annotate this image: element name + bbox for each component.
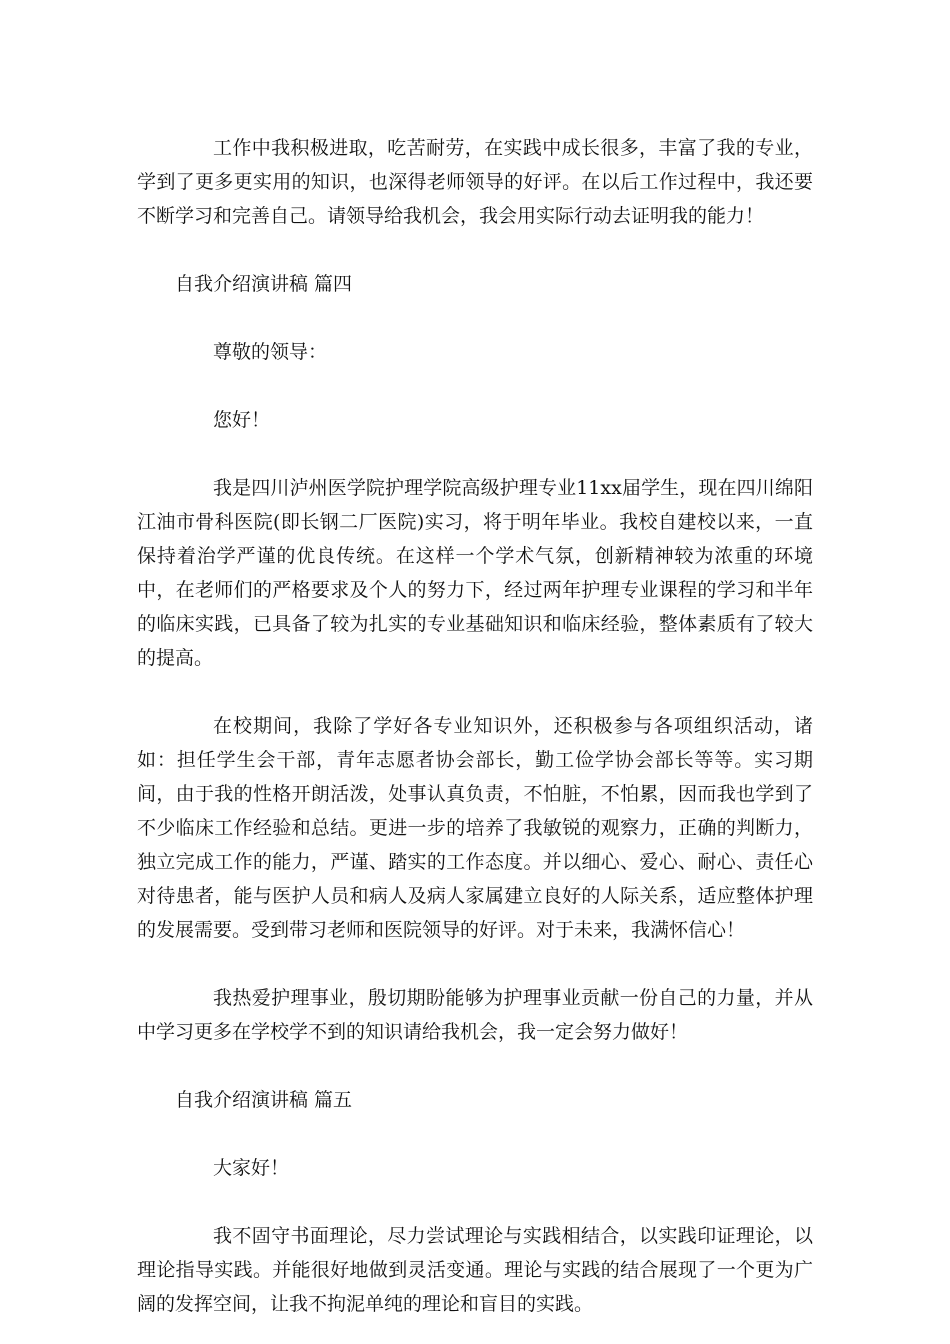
salutation-everyone: 大家好！ — [213, 1157, 290, 1179]
section-heading-4: 自我介绍演讲稿 篇四 — [175, 273, 353, 295]
salutation-leaders: 尊敬的领导： — [213, 341, 328, 363]
paragraph-school-activities: 在校期间，我除了学好各专业知识外，还积极参与各项组织活动，诸如：担任学生会干部，青年志愿者协会部长，勤工俭学协会部长等等。实习期间，由于我的性格开朗活泼，处事认真负责，不怕脏，不怕累，因而我也学到了不少临床工作经验和总结。更进一步的培养了我敏锐的观察力，正确的判断力，独立完成工作的能力，严谨、踏实的工作态度。并以细心、爱心、耐心、责任心对待患者，能与医护人员和病人及病人家属建立良好的人际关系，适应整体护理的发展需要。受到带习老师和医院领导的好评。对于未来，我满怀信心！ — [137, 715, 813, 941]
paragraph-nursing-passion: 我热爱护理事业，殷切期盼能够为护理事业贡献一份自己的力量，并从中学习更多在学校学不到的知识请给我机会，我一定会努力做好！ — [137, 987, 813, 1043]
document-body — [137, 131, 813, 1321]
paragraph-work-summary: 工作中我积极进取，吃苦耐劳，在实践中成长很多，丰富了我的专业，学到了更多更实用的知识，也深得老师领导的好评。在以后工作过程中，我还要不断学习和完善自己。请领导给我机会，我会用实际行动去证明我的能力！ — [137, 137, 813, 227]
section-heading-5: 自我介绍演讲稿 篇五 — [175, 1089, 353, 1111]
salutation-hello: 您好！ — [213, 409, 271, 431]
paragraph-self-intro: 我是四川泸州医学院护理学院高级护理专业11xx届学生，现在四川绵阳江油市骨科医院(即长钢二厂医院)实习，将于明年毕业。我校自建校以来，一直保持着治学严谨的优良传统。在这样一个学术气氛，创新精神较为浓重的环境中，在老师们的严格要求及个人的努力下，经过两年护理专业课程的学习和半年的临床实践，已具备了较为扎实的专业基础知识和临床经验，整体素质有了较大的提高。 — [137, 477, 813, 669]
paragraph-theory-practice: 我不固守书面理论，尽力尝试理论与实践相结合，以实践印证理论，以理论指导实践。并能很好地做到灵活变通。理论与实践的结合展现了一个更为广阔的发挥空间，让我不拘泥单纯的理论和盲目的实践。 — [137, 1225, 813, 1315]
